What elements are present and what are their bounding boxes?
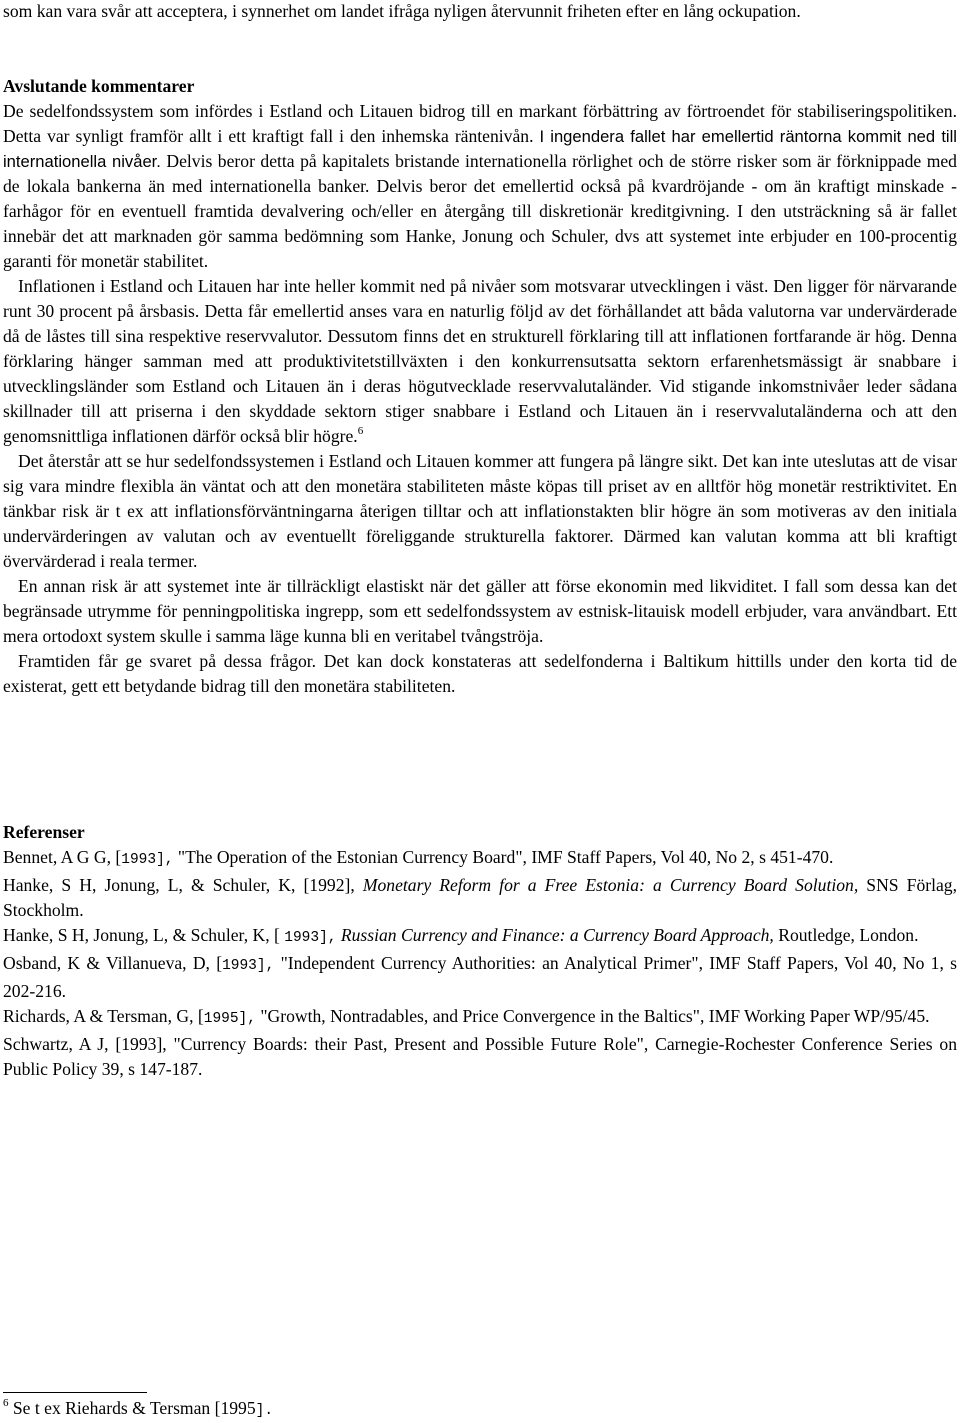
reference-title: Russian Currency and Finance: a Currency Board Approach, [336,925,774,945]
paragraph-2 [3,274,957,449]
references-section [3,820,957,1082]
paragraph-4: En annan risk är att systemet inte är tillräckligt elastiskt när det gäller att förse ekonomin med likviditet. I fall som dessa kan det begränsade utrymme för penningpolitiska ingrepp, som ett sedelfondssystem av estnisk-litauisk modell erbjuder, vara användbart. Ett mera ortodoxt system skulle i samma läge kunna bli en veritabel tvångströja. [3,576,957,646]
reference-authors: Osband, K & Villanueva, D, [ [3,953,223,973]
paragraph-1-part-a: De sedelfondssystem som infördes i Estland och Litauen bidrog till en markant förbättring av förtroendet för stabiliseringspolitiken. Detta var synligt framför allt i ett kraftigt fall i den inhemska räntenivån. [3,101,957,146]
paragraph-1-part-c: Delvis beror detta på kapitalets bristande internationella rörlighet och de större risker som är förknippade med de lokala bankerna än med internationella banker. [3,151,957,196]
reference-year: 1993], [121,852,174,868]
reference-item [3,1004,957,1032]
reference-details: "Growth, Nontradables, and Price Convergence in the Baltics", IMF Working Paper WP/95/45. [255,1006,930,1026]
concluding-section [3,74,957,699]
reference-details: "The Operation of the Estonian Currency Board", IMF Staff Papers, Vol 40, No 2, s 451-470. [173,847,834,867]
reference-year: 1993], [284,930,337,946]
reference-authors: Bennet, A G G, [ [3,847,122,867]
reference-item [3,845,957,873]
document-page [3,0,957,1422]
reference-details: Routledge, London. [773,925,919,945]
reference-authors: Richards, A & Tersman, G, [ [3,1006,204,1026]
reference-details: "Independent Currency Authorities: an Analytical Primer", IMF Staff Papers, Vol 40, No 1, s 202-216. [3,953,957,1001]
reference-title: Monetary Reform for a Free Estonia: a Currency Board Solution, [362,875,859,895]
reference-details: SNS Förlag, Stockholm. [3,875,957,920]
footnote-divider [3,1392,147,1393]
section-heading: Avslutande kommentarer [3,76,195,96]
reference-authors: Hanke, S H, Jonung, L, & Schuler, K, [1992], [3,875,363,895]
reference-text: Schwartz, A J, [1993], "Currency Boards: their Past, Present and Possible Future Role", Carnegie-Rochester Conference Series on Public Policy 39, s 147-187. [3,1034,957,1079]
references-heading: Referenser [3,822,85,842]
intro-text: som kan vara svår att acceptera, i synnerhet om landet ifråga nyligen återvunnit friheten efter en lång ockupation. [3,1,801,21]
reference-year: 1993], [222,958,275,974]
footnote-text: Se t ex Riehards & Tersman [1995 [8,1398,256,1418]
paragraph-1-part-d: Delvis beror det emellertid också på kvardröjande - om än kraftigt minskade - farhågor för en eventuell framtida devalvering och/eller en återgång till diskretionär kreditgivning. I den utsträckning så är fallet innebär det att marknaden gör samma bedömning som Hanke, Jonung och Schuler, dvs att systemet inte erbjuder en 100-procentig garanti för monetär stabilitet. [3,176,957,271]
reference-year: 1995], [203,1011,256,1027]
reference-authors: Hanke, S H, Jonung, L, & Schuler, K, [ [3,925,285,945]
footnote-marker[interactable]: 6 [357,425,364,438]
footnote [3,1396,273,1423]
paragraph-5: Framtiden får ge svaret på dessa frågor. Det kan dock konstateras att sedelfonderna i Baltikum hittills under den korta tid de existerat, gett ett betydande bidrag till den monetära stabiliteten. [3,651,957,696]
reference-item [3,1032,957,1082]
paragraph-1-part-b: I ingendera fallet har emellertid räntorna kommit ned till internationella nivåer. [3,127,957,171]
reference-item [3,873,957,923]
intro-paragraph [3,0,957,24]
paragraph-1 [3,99,957,274]
reference-item [3,923,957,951]
footnote-tail: ]. [255,1403,274,1419]
paragraph-3: Det återstår att se hur sedelfondssystemen i Estland och Litauen kommer att fungera på längre sikt. Det kan inte uteslutas att de visar sig vara mindre flexibla än väntat och att den monetära stabiliteten måste köpas till priset av en alltför hög monetär restriktivitet. En tänkbar risk är t ex att inflationsförväntningarna återigen tilltar och att inflationstakten blir högre än som motiveras av den initiala undervärderingen av valutan och av eventuellt föreliggande strukturella faktorer. Därmed kan valutan komma att bli kraftigt övervärderad i reala termer. [3,451,957,571]
footnote-number: 6 [3,1397,9,1410]
paragraph-2-text: Inflationen i Estland och Litauen har inte heller kommit ned på nivåer som motsvarar utvecklingen i väst. Den ligger för närvarande runt 30 procent på årsbasis. Detta får emellertid anses vara en naturlig följd av det förhållandet att båda valutorna var undervärderade då de låstes till sina respektive reservvalutor. Dessutom finns det en strukturell förklaring till att inflationen fortfarande är hög. Denna förklaring hänger samman med att produktivitetstillväxten i den konkurrensutsatta sektorn erfarenhetsmässigt är snabbare i utvecklingsländer som Estland och Litauen än i deras högutvecklade reservvalutaländer. Vid stigande inkomstnivåer leder sådana skillnader till att priserna i den skyddade sektorn stiger snabbare i Estland och Litauen än i reservvalutaländerna och att den genomsnittliga inflationen därför också blir högre. [3,276,957,446]
reference-item [3,951,957,1004]
